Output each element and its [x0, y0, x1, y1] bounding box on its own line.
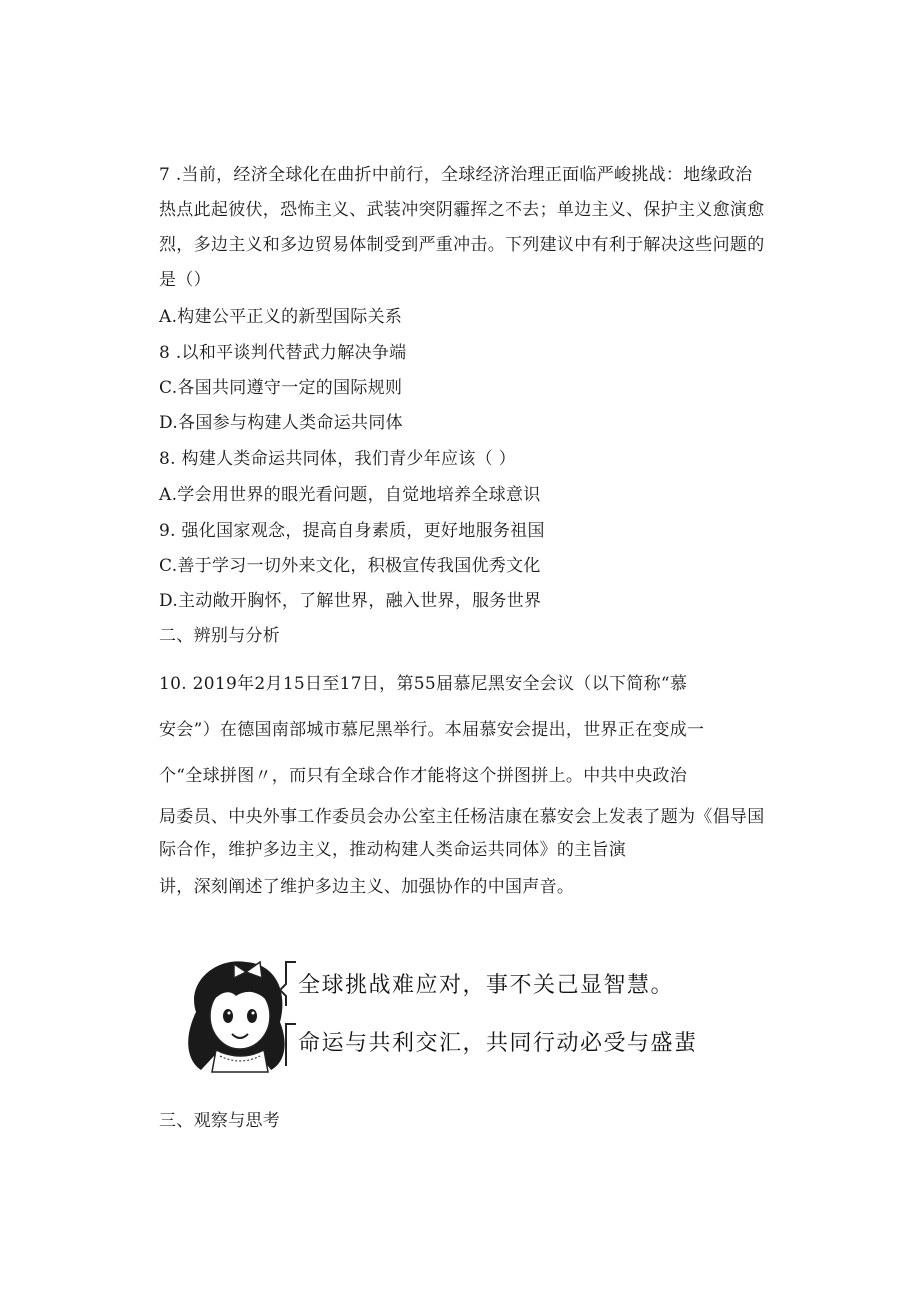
- q10-line-5: 际合作，维护多边主义，推动构建人类命运共同体》的主旨演: [159, 840, 627, 860]
- q7-stem-line-2: 热点此起彼伏，恐怖主义、武装冲突阴霾挥之不去；单边主义、保护主义愈演愈: [159, 200, 765, 220]
- q8-option-d: D.主动敞开胸怀，了解世界，融入世界，服务世界: [159, 591, 542, 611]
- illustration-panel: [176, 952, 716, 1082]
- q10-line-2: 安会”）在德国南部城市慕尼黑举行。本届慕安会提出，世界正在变成一: [159, 720, 705, 740]
- q7-stem-line-1: 7 .当前，经济全球化在曲折中前行，全球经济治理正面临严峻挑战：地缘政治: [159, 165, 753, 185]
- q8-option-c: C.善于学习一切外来文化，积极宣传我国优秀文化: [159, 556, 541, 576]
- q8-stem: 8. 构建人类命运共同体，我们青少年应该（ ）: [159, 449, 516, 469]
- q10-line-6: 讲，深刻阐述了维护多边主义、加强协作的中国声音。: [159, 877, 575, 897]
- speech-line-1: 全球挑战难应对，事不关己显智慧。: [298, 973, 675, 998]
- section-2-heading: 二、辨别与分析: [159, 626, 281, 646]
- speech-line-2: 命运与共利交汇，共同行动必受与盛蜚: [298, 1031, 698, 1056]
- q8-option-a: A.学会用世界的眼光看问题，自觉地培养全球意识: [159, 485, 541, 505]
- q10-line-3: 个“全球拼图〃，而只有全球合作才能将这个拼图拼上。中共中央政治: [159, 766, 687, 786]
- section-3-heading: 三、观察与思考: [159, 1111, 281, 1131]
- q8-option-b: 9. 强化国家观念，提高自身素质，更好地服务祖国: [159, 521, 545, 541]
- q7-option-b: 8 .以和平谈判代替武力解决争端: [159, 343, 407, 363]
- q7-option-a: A.构建公平正义的新型国际关系: [159, 307, 403, 327]
- q7-stem-line-4: 是（）: [159, 270, 211, 290]
- q7-stem-line-3: 烈，多边主义和多边贸易体制受到严重冲击。下列建议中有利于解决这些问题的: [159, 235, 765, 255]
- speech-bracket-icon: [280, 958, 300, 1076]
- q7-option-c: C.各国共同遵守一定的国际规则: [159, 378, 403, 398]
- q7-option-d: D.各国参与构建人类命运共同体: [159, 413, 403, 433]
- q10-line-4: 局委员、中央外事工作委员会办公室主任杨洁康在慕安会上发表了题为《倡导国: [159, 807, 765, 827]
- q10-line-1: 10. 2019年2月15日至17日，第55届慕尼黑安全会议（以下简称“慕: [159, 674, 688, 694]
